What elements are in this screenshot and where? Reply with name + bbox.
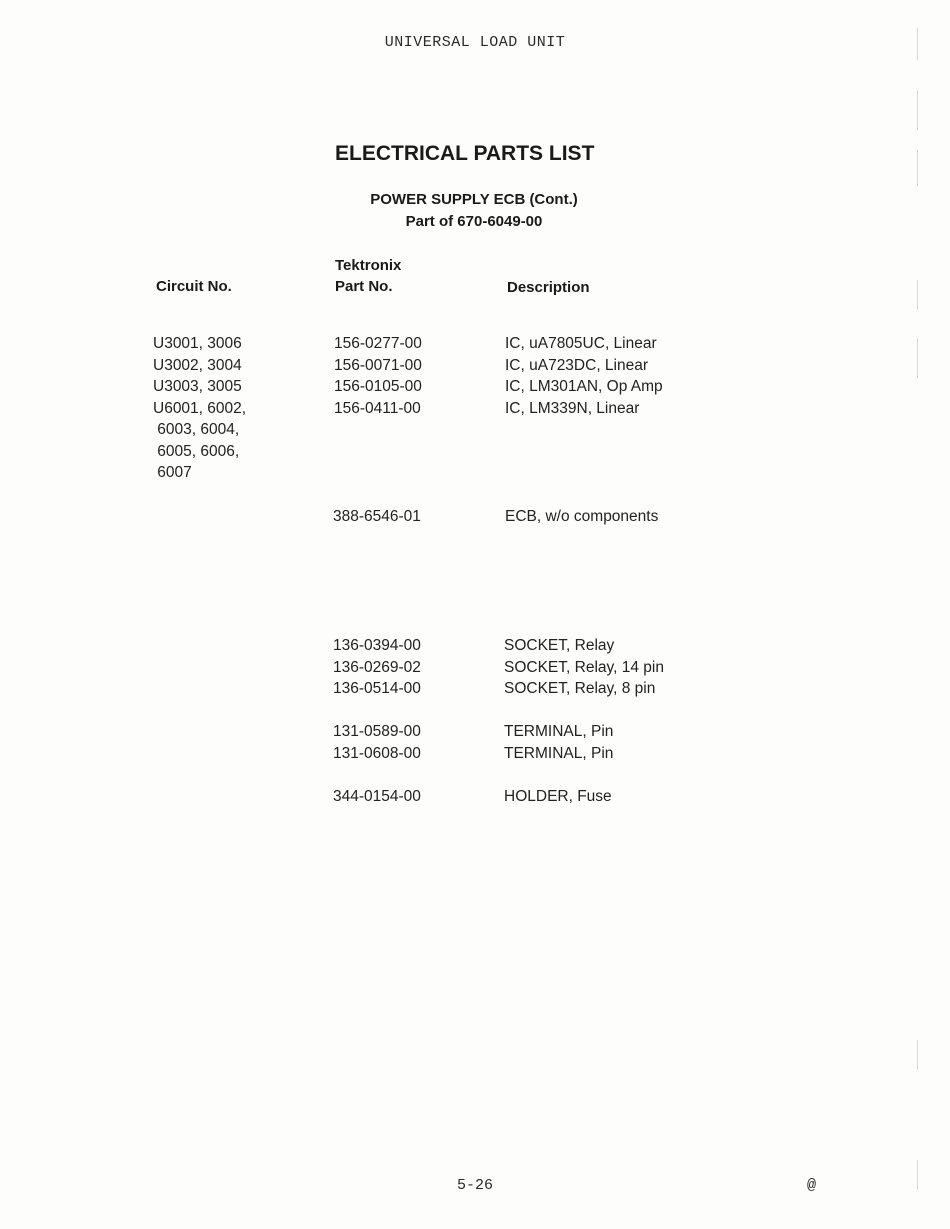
row-circuit-continued: 6007	[153, 464, 192, 481]
row-description: TERMINAL, Pin	[504, 745, 614, 762]
scan-edge-mark	[917, 28, 918, 60]
row-part-number: 156-0277-00	[334, 335, 422, 352]
row-circuit: U3001, 3006	[153, 335, 242, 352]
row-description: SOCKET, Relay	[504, 637, 615, 654]
row-description: SOCKET, Relay, 14 pin	[504, 659, 664, 676]
row-description: IC, LM339N, Linear	[505, 400, 640, 417]
row-description: IC, LM301AN, Op Amp	[505, 378, 663, 395]
row-circuit: U3002, 3004	[153, 357, 242, 374]
row-circuit: U3003, 3005	[153, 378, 242, 395]
row-part-number: 156-0071-00	[334, 357, 422, 374]
row-description: SOCKET, Relay, 8 pin	[504, 680, 656, 697]
assembly-part-number: Part of 670-6049-00	[405, 213, 543, 230]
running-header: UNIVERSAL LOAD UNIT	[384, 34, 566, 51]
page-title: ELECTRICAL PARTS LIST	[335, 142, 595, 165]
row-part-number: 136-0514-00	[333, 680, 421, 697]
page-number: 5-26	[456, 1177, 493, 1194]
row-part-number: 131-0589-00	[333, 723, 421, 740]
scan-edge-mark	[917, 150, 918, 186]
row-description: ECB, w/o components	[505, 508, 659, 525]
section-subtitle: POWER SUPPLY ECB (Cont.)	[370, 191, 578, 208]
row-part-number: 136-0269-02	[333, 659, 421, 676]
row-circuit-continued: 6005, 6006,	[153, 443, 240, 460]
row-description: IC, uA723DC, Linear	[505, 357, 649, 374]
scan-edge-mark	[917, 90, 918, 130]
column-header-part-line2: Part No.	[335, 278, 393, 295]
column-header-part-line1: Tektronix	[335, 257, 402, 274]
column-header-circuit: Circuit No.	[156, 278, 232, 295]
row-description: TERMINAL, Pin	[504, 723, 614, 740]
row-part-number: 136-0394-00	[333, 637, 421, 654]
row-part-number: 156-0105-00	[334, 378, 422, 395]
row-description: HOLDER, Fuse	[504, 788, 612, 805]
column-header-description: Description	[507, 279, 590, 296]
row-part-number: 131-0608-00	[333, 745, 421, 762]
scan-edge-mark	[917, 280, 918, 310]
row-part-number: 344-0154-00	[333, 788, 421, 805]
row-description: IC, uA7805UC, Linear	[505, 335, 657, 352]
footer-mark: @	[807, 1177, 817, 1194]
row-circuit-continued: 6003, 6004,	[153, 421, 240, 438]
scan-edge-mark	[917, 1160, 918, 1190]
row-circuit: U6001, 6002,	[153, 400, 247, 417]
row-part-number: 156-0411-00	[334, 400, 421, 417]
scan-edge-mark	[917, 1040, 918, 1070]
row-part-number: 388-6546-01	[333, 508, 421, 525]
scan-edge-mark	[917, 338, 918, 378]
